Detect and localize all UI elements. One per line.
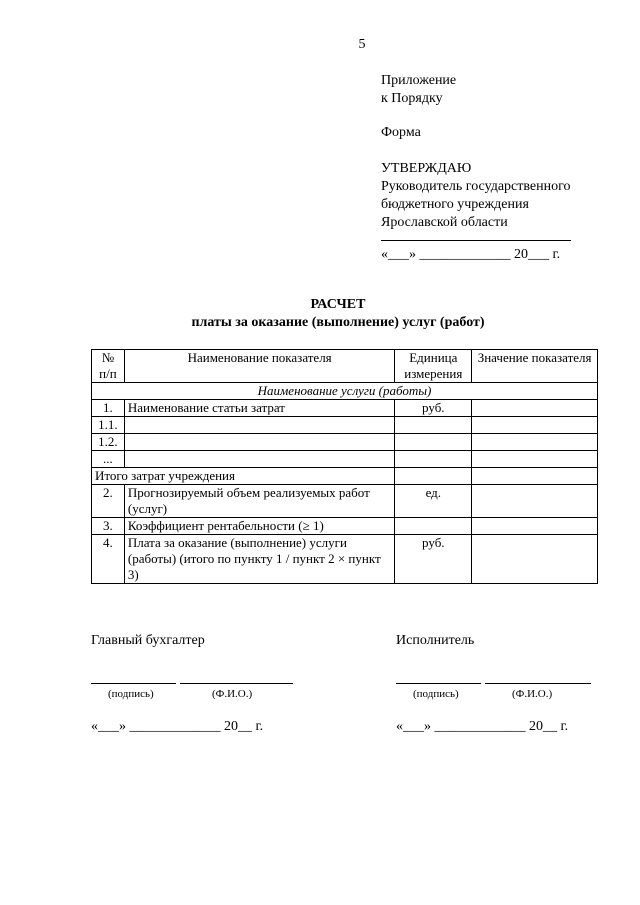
- table-row: [92, 417, 598, 434]
- cell-value: [472, 400, 598, 417]
- executor-label: Исполнитель: [396, 633, 475, 648]
- executor-date: «___» _____________ 20__ г.: [396, 719, 569, 734]
- table-row: [92, 434, 598, 451]
- cell-unit: [395, 417, 472, 434]
- header-value: Значение показателя: [472, 350, 598, 383]
- executor-name-line: [485, 683, 591, 684]
- cell-value: [472, 535, 598, 584]
- cell-name: [124, 417, 395, 434]
- table-row: [92, 468, 598, 485]
- header-unit: Единица измерения: [395, 350, 472, 383]
- cell-total-label: Итого затрат учреждения: [92, 468, 395, 485]
- cell-unit: [395, 451, 472, 468]
- cell-name: Коэффициент рентабельности (≥ 1): [124, 518, 395, 535]
- accountant-name-line: [180, 683, 293, 684]
- executor-name-caption: (Ф.И.О.): [512, 688, 553, 700]
- approval-line: Ярославской области: [381, 215, 508, 230]
- page-number: 5: [358, 37, 366, 52]
- cell-num: 1.2.: [92, 434, 125, 451]
- table-row: [92, 535, 598, 584]
- approval-line: Руководитель государственного: [381, 179, 571, 194]
- cell-value: [472, 518, 598, 535]
- header-name: Наименование показателя: [124, 350, 395, 383]
- cell-num: ...: [92, 451, 125, 468]
- cell-unit: руб.: [395, 535, 472, 584]
- accountant-label: Главный бухгалтер: [91, 633, 205, 648]
- approval-heading: УТВЕРЖДАЮ: [381, 161, 472, 176]
- approval-date: «___» _____________ 20___ г.: [381, 247, 561, 262]
- cell-name: Наименование статьи затрат: [124, 400, 395, 417]
- cell-name: [124, 434, 395, 451]
- header-num: № п/п: [92, 350, 125, 383]
- appendix-line: к Порядку: [381, 91, 443, 106]
- cell-value: [472, 468, 598, 485]
- approval-block: [381, 160, 571, 232]
- cell-value: [472, 434, 598, 451]
- accountant-name-caption: (Ф.И.О.): [212, 688, 253, 700]
- approval-line: бюджетного учреждения: [381, 197, 529, 212]
- appendix-line: Приложение: [381, 73, 457, 88]
- cell-name: Прогнозируемый объем реализуемых работ (услуг): [124, 485, 395, 518]
- cell-num: 1.1.: [92, 417, 125, 434]
- approval-signature-line: [381, 224, 571, 241]
- cell-num: 2.: [92, 485, 125, 518]
- document-title: РАСЧЕТ: [310, 297, 366, 312]
- cell-num: 4.: [92, 535, 125, 584]
- cell-unit: [395, 434, 472, 451]
- table-row: [92, 485, 598, 518]
- cell-unit: [395, 468, 472, 485]
- table-row: [92, 518, 598, 535]
- form-label: Форма: [381, 125, 421, 140]
- executor-signature-line: [396, 683, 481, 684]
- cell-num: 3.: [92, 518, 125, 535]
- cell-name: Плата за оказание (выполнение) услуги (работы) (итого по пункту 1 / пункт 2 × пункт 3): [124, 535, 395, 584]
- accountant-signature-line: [91, 683, 176, 684]
- section-row: Наименование услуги (работы): [92, 383, 598, 400]
- cell-value: [472, 417, 598, 434]
- executor-sign-caption: (подпись): [413, 688, 459, 700]
- cell-value: [472, 485, 598, 518]
- accountant-sign-caption: (подпись): [108, 688, 154, 700]
- table-row: [92, 400, 598, 417]
- table-row: [92, 451, 598, 468]
- accountant-date: «___» _____________ 20__ г.: [91, 719, 264, 734]
- cell-unit: [395, 518, 472, 535]
- calculation-table: [91, 349, 598, 584]
- cell-name: [124, 451, 395, 468]
- document-subtitle: платы за оказание (выполнение) услуг (работ): [191, 315, 485, 330]
- cell-unit: ед.: [395, 485, 472, 518]
- cell-value: [472, 451, 598, 468]
- cell-unit: руб.: [395, 400, 472, 417]
- appendix-note: [381, 72, 456, 108]
- cell-num: 1.: [92, 400, 125, 417]
